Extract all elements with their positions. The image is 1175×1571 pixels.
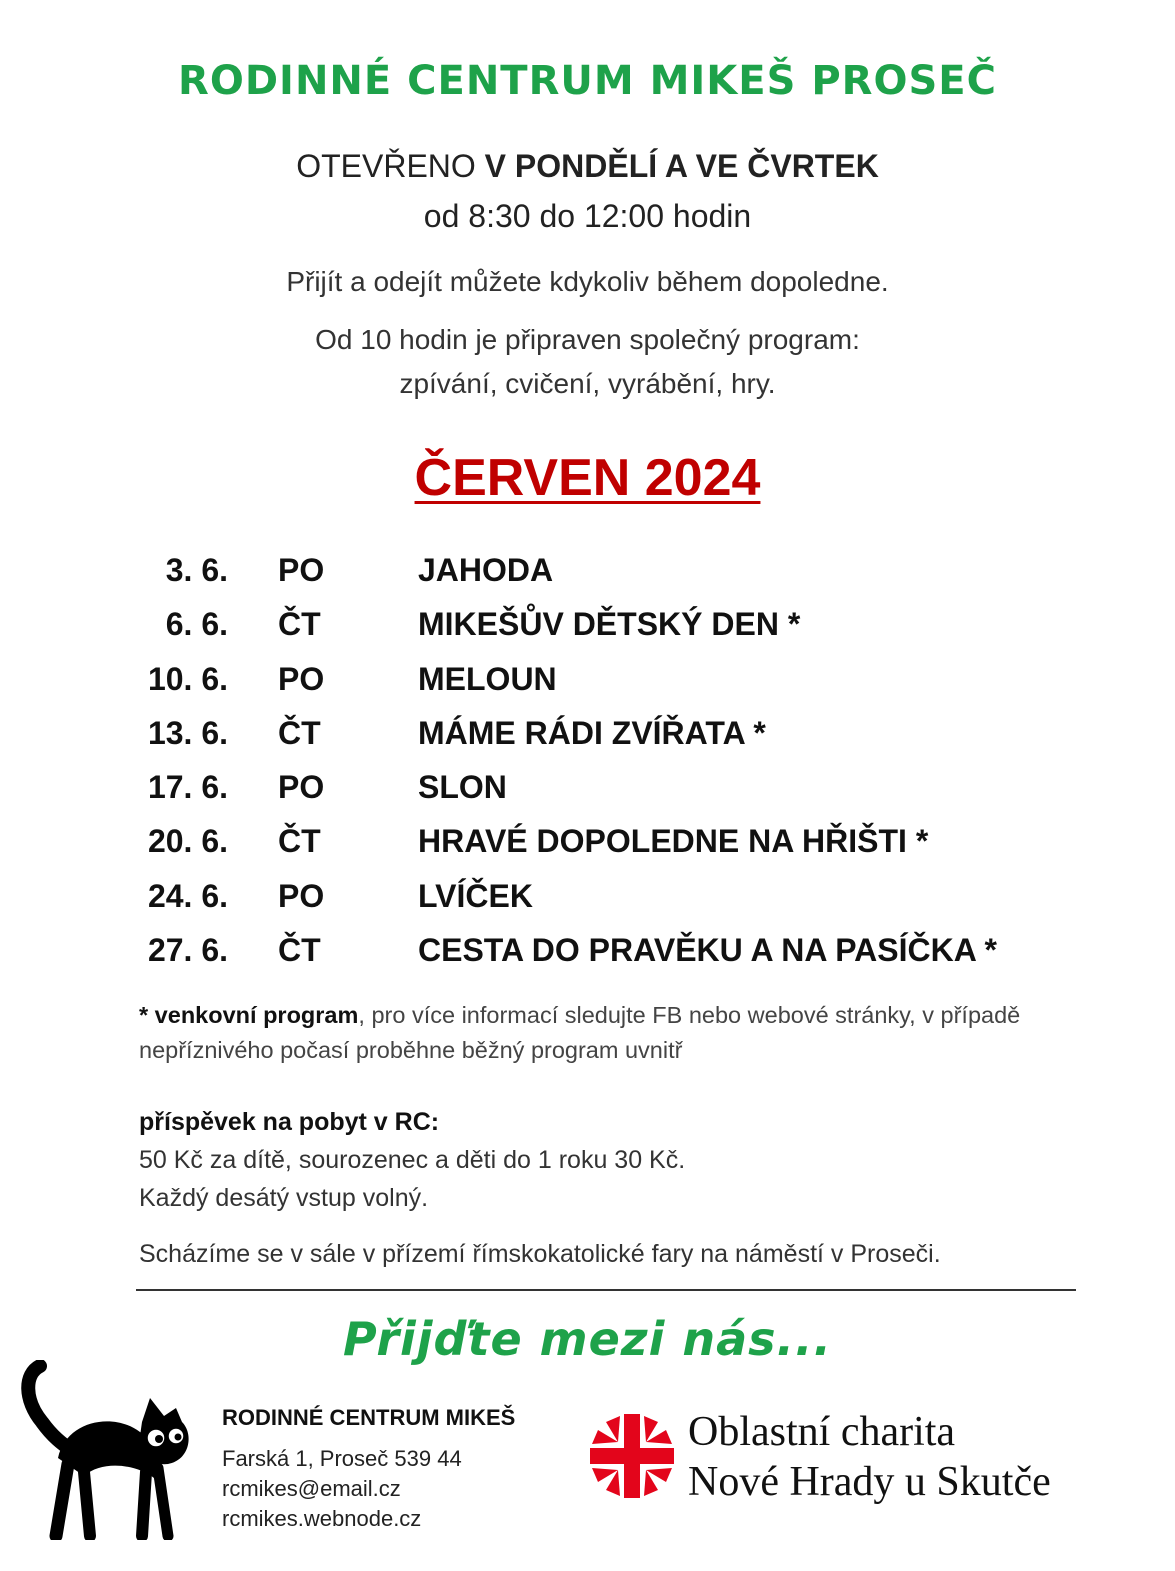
schedule-row: [0, 606, 1175, 660]
schedule-row: [0, 769, 1175, 823]
program-text-1: Od 10 hodin je připraven společný program:: [315, 324, 860, 355]
schedule-row: [0, 552, 1175, 606]
black-cat-icon: [18, 1360, 198, 1540]
schedule-row: [0, 823, 1175, 877]
schedule-row: [0, 661, 1175, 715]
caritas-cross-icon: [588, 1412, 676, 1500]
page-title: RODINNÉ CENTRUM MIKEŠ PROSEČ: [178, 58, 997, 104]
come-go-text: Přijít a odejít můžete kdykoliv během dopoledne.: [286, 266, 889, 297]
schedule-activity: HRAVÉ DOPOLEDNE NA HŘIŠTI *: [418, 823, 929, 860]
schedule-day: ČT: [278, 932, 321, 969]
meeting-place: Scházíme se v sále v přízemí římskokatolické fary na náměstí v Proseči.: [139, 1240, 941, 1268]
opening-days-bold: V PONDĚLÍ A VE ČVRTEK: [484, 148, 879, 184]
schedule-activity: SLON: [418, 769, 507, 806]
schedule-date: 27. 6.: [147, 932, 228, 969]
schedule-row: [0, 878, 1175, 932]
fee-heading: příspěvek na pobyt v RC:: [139, 1108, 440, 1136]
schedule-row: [0, 715, 1175, 769]
invite-text: Přijďte mezi nás...: [343, 1312, 832, 1366]
opening-days: [0, 148, 1175, 185]
org-email: rcmikes@email.cz: [222, 1476, 401, 1501]
schedule-date: 13. 6.: [147, 714, 228, 751]
org-website: rcmikes.webnode.cz: [222, 1506, 422, 1531]
divider: [136, 1289, 1076, 1291]
charity-name-line-1: Oblastní charita: [688, 1409, 956, 1455]
schedule-activity: LVÍČEK: [418, 877, 533, 914]
opening-prefix: OTEVŘENO: [296, 148, 485, 184]
schedule-day: PO: [278, 552, 325, 588]
schedule-date: 20. 6.: [147, 823, 228, 860]
opening-hours: od 8:30 do 12:00 hodin: [423, 198, 752, 234]
program-text-2: zpívání, cvičení, vyrábění, hry.: [399, 368, 776, 399]
schedule-day: ČT: [278, 606, 321, 643]
schedule-date: 10. 6.: [147, 660, 228, 697]
schedule-day: ČT: [278, 714, 321, 751]
charity-name-line-2: Nové Hrady u Skutče: [688, 1459, 1051, 1505]
org-address: Farská 1, Proseč 539 44: [222, 1446, 462, 1471]
schedule-day: PO: [278, 769, 325, 806]
schedule-list: [0, 552, 1175, 986]
fee-line-2: Každý desátý vstup volný.: [139, 1184, 429, 1212]
org-name: RODINNÉ CENTRUM MIKEŠ: [222, 1405, 516, 1430]
schedule-day: PO: [278, 660, 325, 697]
schedule-day: PO: [278, 877, 325, 914]
schedule-activity: MELOUN: [418, 660, 557, 697]
schedule-activity: JAHODA: [418, 552, 554, 588]
schedule-date: 3. 6.: [165, 552, 228, 588]
fee-line-1: 50 Kč za dítě, sourozenec a děti do 1 roku 30 Kč.: [139, 1146, 686, 1174]
schedule-date: 17. 6.: [147, 769, 228, 806]
outdoor-note-text: , pro více informací sledujte FB nebo webové stránky, v případě nepříznivého počasí proběhne běžný program uvnitř: [139, 1002, 1021, 1063]
schedule-day: ČT: [278, 823, 321, 860]
schedule-activity: MIKEŠŮV DĚTSKÝ DEN *: [418, 606, 801, 643]
schedule-date: 24. 6.: [147, 877, 228, 914]
schedule-activity: MÁME RÁDI ZVÍŘATA *: [418, 714, 766, 751]
schedule-date: 6. 6.: [165, 606, 228, 643]
month-title: ČERVEN 2024: [414, 449, 761, 507]
outdoor-note-bold: * venkovní program: [139, 1002, 359, 1028]
schedule-row: [0, 932, 1175, 986]
outdoor-note: [139, 998, 1089, 1068]
schedule-activity: CESTA DO PRAVĚKU A NA PASÍČKA *: [418, 932, 997, 969]
